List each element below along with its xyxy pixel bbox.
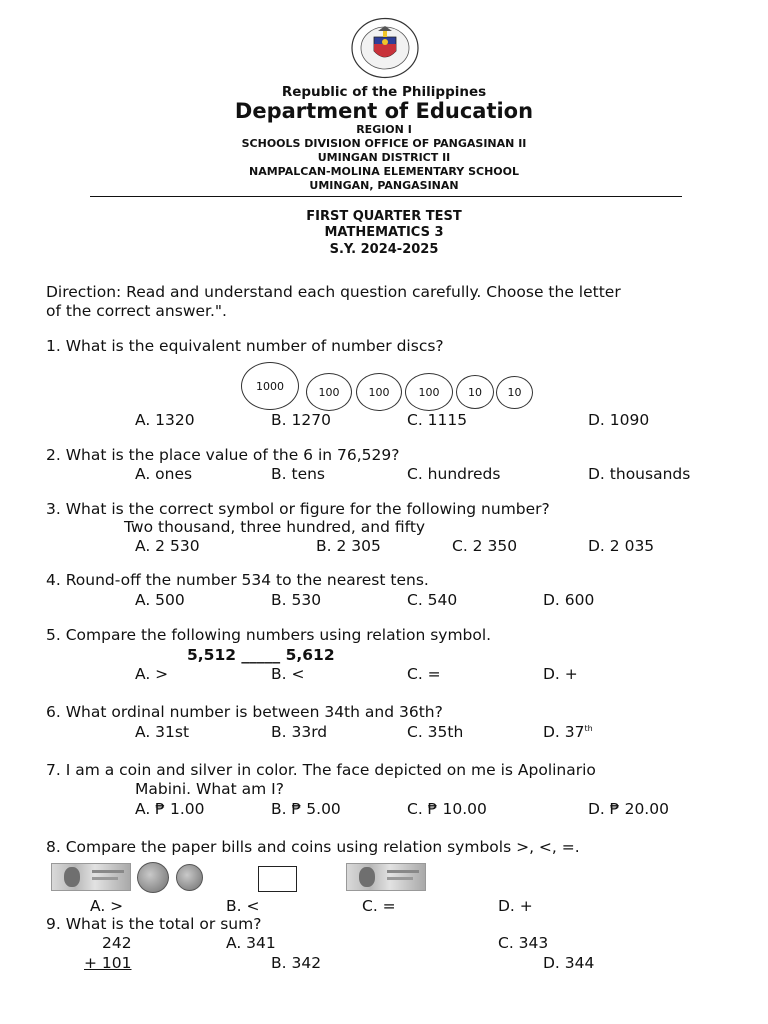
q5-choice-a[interactable]: A. > (135, 665, 169, 683)
q7-choice-d[interactable]: D. ₱ 20.00 (588, 800, 669, 818)
division-text: SCHOOLS DIVISION OFFICE OF PANGASINAN II (241, 137, 527, 150)
q4-choice-a[interactable]: A. 500 (135, 591, 185, 609)
q7-choice-b[interactable]: B. ₱ 5.00 (271, 800, 341, 818)
q1-choice-b[interactable]: B. 1270 (271, 411, 331, 429)
q5-choice-c[interactable]: C. = (407, 665, 441, 683)
q9-choice-c[interactable]: C. 343 (498, 934, 549, 952)
number-disc-100: 100 (306, 373, 352, 411)
q3-choice-d[interactable]: D. 2 035 (588, 537, 655, 555)
deped-seal-icon (350, 17, 420, 79)
question-7: 7. I am a coin and silver in color. The face depicted on me is Apolinario (46, 761, 596, 779)
q9-addend-1: 242 (102, 934, 132, 952)
q4-choice-c[interactable]: C. 540 (407, 591, 458, 609)
test-subject: MATHEMATICS 3 (324, 225, 444, 240)
school-text: NAMPALCAN-MOLINA ELEMENTARY SCHOOL (249, 165, 519, 178)
q3-choice-a[interactable]: A. 2 530 (135, 537, 200, 555)
republic-text: Republic of the Philippines (281, 84, 487, 100)
peso-bill-image (346, 863, 426, 891)
q3-choice-b[interactable]: B. 2 305 (316, 537, 381, 555)
q9-addend-2: + 101 (84, 954, 132, 972)
q7-choice-a[interactable]: A. ₱ 1.00 (135, 800, 205, 818)
school-year: S.Y. 2024-2025 (329, 242, 439, 257)
q4-choice-d[interactable]: D. 600 (543, 591, 595, 609)
question-4: 4. Round-off the number 534 to the nearest tens. (46, 571, 429, 589)
question-8: 8. Compare the paper bills and coins using relation symbols >, <, =. (46, 838, 580, 856)
q1-choice-c[interactable]: C. 1115 (407, 411, 468, 429)
q6-choice-c[interactable]: C. 35th (407, 723, 464, 741)
q9-choice-b[interactable]: B. 342 (271, 954, 322, 972)
peso-bill-image (51, 863, 131, 891)
q5-choice-d[interactable]: D. + (543, 665, 578, 683)
q8-choice-a[interactable]: A. > (90, 897, 124, 915)
number-disc-1000: 1000 (241, 362, 299, 410)
q3-number-words: Two thousand, three hundred, and fifty (124, 518, 426, 536)
direction-line-1: Direction: Read and understand each question carefully. Choose the letter (46, 283, 621, 301)
question-3: 3. What is the correct symbol or figure for the following number? (46, 500, 550, 518)
question-2: 2. What is the place value of the 6 in 76,529? (46, 446, 400, 464)
q6-choice-d-sup: th (584, 723, 593, 733)
question-5: 5. Compare the following numbers using relation symbol. (46, 626, 492, 644)
q2-choice-b[interactable]: B. tens (271, 465, 326, 483)
district-text: UMINGAN DISTRICT II (317, 151, 451, 164)
header-divider (90, 196, 682, 197)
q8-choice-d[interactable]: D. + (498, 897, 533, 915)
q6-choice-d-text: D. 37 (543, 723, 585, 741)
q6-choice-a[interactable]: A. 31st (135, 723, 190, 741)
direction-line-2: of the correct answer.". (46, 302, 227, 320)
q6-choice-d[interactable] (543, 723, 593, 741)
q9-choice-d[interactable]: D. 344 (543, 954, 595, 972)
q3-choice-c[interactable]: C. 2 350 (452, 537, 518, 555)
q8-choice-b[interactable]: B. < (226, 897, 260, 915)
q1-choice-a[interactable]: A. 1320 (135, 411, 195, 429)
q4-choice-b[interactable]: B. 530 (271, 591, 322, 609)
number-disc-10: 10 (456, 375, 494, 409)
number-disc-100: 100 (405, 373, 453, 411)
q2-choice-d[interactable]: D. thousands (588, 465, 691, 483)
question-9: 9. What is the total or sum? (46, 915, 262, 933)
question-1: 1. What is the equivalent number of number discs? (46, 337, 444, 355)
q5-choice-b[interactable]: B. < (271, 665, 305, 683)
number-disc-100: 100 (356, 373, 402, 411)
number-disc-10: 10 (496, 376, 533, 409)
q8-choice-c[interactable]: C. = (362, 897, 396, 915)
question-6: 6. What ordinal number is between 34th and 36th? (46, 703, 443, 721)
q2-choice-a[interactable]: A. ones (135, 465, 193, 483)
q7-choice-c[interactable]: C. ₱ 10.00 (407, 800, 487, 818)
question-7-cont: Mabini. What am I? (135, 780, 284, 798)
answer-box[interactable] (258, 866, 297, 892)
test-title: FIRST QUARTER TEST (306, 209, 462, 224)
location-text: UMINGAN, PANGASINAN (309, 179, 459, 192)
peso-coin-image (137, 862, 169, 893)
q1-choice-d[interactable]: D. 1090 (588, 411, 650, 429)
q6-choice-b[interactable]: B. 33rd (271, 723, 328, 741)
q5-expression: 5,512 _____ 5,612 (187, 646, 335, 664)
department-title: Department of Education (234, 99, 534, 123)
q9-choice-a[interactable]: A. 341 (226, 934, 276, 952)
peso-coin-image (176, 864, 203, 891)
region-text: REGION I (356, 123, 412, 136)
q2-choice-c[interactable]: C. hundreds (407, 465, 501, 483)
